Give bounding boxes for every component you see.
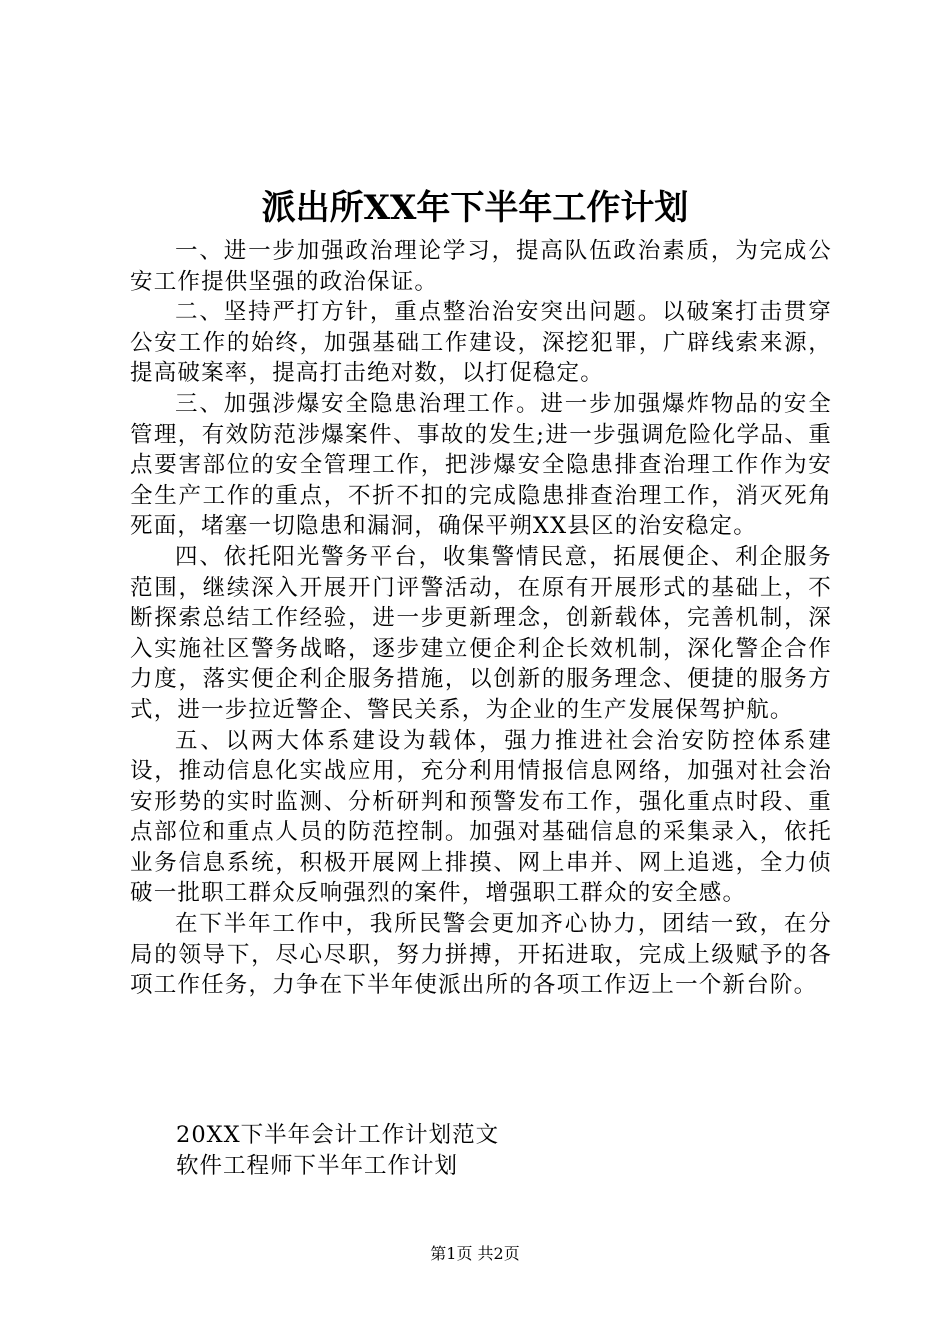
paragraph-4: 四、依托阳光警务平台，收集警情民意，拓展便企、利企服务范围，继续深入开展开门评警活动，在原有开展形式的基础上，不断探索总结工作经验，进一步更新理念，创新载体，完善机制，深入实施社区警务战略，逐步建立便企利企长效机制，深化警企合作力度，落实便企利企服务措施，以创新的服务理念、便捷的服务方式，进一步拉近警企、警民关系，为企业的生产发展保驾护航。 (130, 543, 832, 723)
related-link-accounting-plan[interactable]: 20XX下半年会计工作计划范文 (176, 1122, 500, 1148)
paragraph-1: 一、进一步加强政治理论学习，提高队伍政治素质，为完成公安工作提供坚强的政治保证。 (130, 238, 832, 295)
page-footer: 第1页 共2页 (430, 1244, 520, 1263)
related-link-engineer-plan[interactable]: 软件工程师下半年工作计划 (176, 1152, 459, 1179)
related-links (176, 1120, 499, 1181)
paragraph-3: 三、加强涉爆安全隐患治理工作。进一步加强爆炸物品的安全管理，有效防范涉爆案件、事故的发生;进一步强调危险化学品、重点要害部位的安全管理工作，把涉爆安全隐患排查治理工作作为安全生产工作的重点，不折不扣的完成隐患排查治理工作，消灭死角死面，堵塞一切隐患和漏洞，确保平朔XX县区的治安稳定。 (130, 390, 832, 540)
paragraph-2: 二、坚持严打方针，重点整治治安突出问题。以破案打击贯穿公安工作的始终，加强基础工作建设，深挖犯罪，广辟线索来源，提高破案率，提高打击绝对数，以打促稳定。 (130, 299, 832, 387)
paragraph-6: 在下半年工作中，我所民警会更加齐心协力，团结一致，在分局的领导下，尽心尽职，努力拼搏，开拓进取，完成上级赋予的各项工作任务，力争在下半年使派出所的各项工作迈上一个新台阶。 (130, 911, 832, 999)
document-title: 派出所XX年下半年工作计划 (261, 188, 689, 228)
paragraph-5: 五、以两大体系建设为载体，强力推进社会治安防控体系建设，推动信息化实战应用，充分利用情报信息网络，加强对社会治安形势的实时监测、分析研判和预警发布工作，强化重点时段、重点部位和重点人员的防范控制。加强对基础信息的采集录入，依托业务信息系统，积极开展网上排摸、网上串并、网上追逃，全力侦破一批职工群众反响强烈的案件，增强职工群众的安全感。 (130, 727, 832, 907)
document-body (130, 236, 832, 1001)
